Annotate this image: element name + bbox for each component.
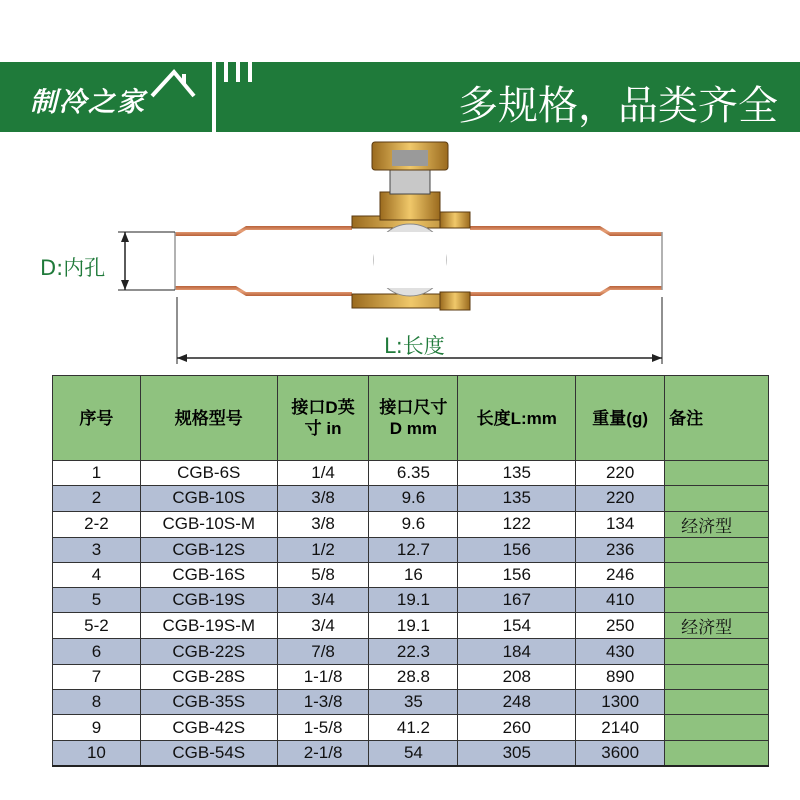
cell-col-size-mm: 9.6 bbox=[369, 486, 458, 511]
cell-col-note bbox=[665, 740, 769, 766]
cell-col-size-mm: 6.35 bbox=[369, 461, 458, 486]
cell-col-weight: 1300 bbox=[576, 690, 665, 715]
cell-col-size-in: 3/4 bbox=[277, 588, 369, 613]
header-col-size-in: 接口D英 寸 in bbox=[277, 376, 369, 461]
cell-col-model: CGB-10S-M bbox=[140, 511, 277, 537]
table-row bbox=[53, 562, 769, 587]
cell-col-size-mm: 19.1 bbox=[369, 588, 458, 613]
cell-col-index: 2 bbox=[53, 486, 141, 511]
logo-text: 制冷之家 bbox=[30, 87, 146, 118]
cell-col-length: 135 bbox=[458, 461, 576, 486]
cell-col-note bbox=[665, 562, 769, 587]
table-row bbox=[53, 740, 769, 766]
cell-col-index: 10 bbox=[53, 740, 141, 766]
cell-col-model: CGB-12S bbox=[140, 537, 277, 562]
cell-col-model: CGB-42S bbox=[140, 715, 277, 740]
table-row bbox=[53, 639, 769, 664]
cell-col-weight: 236 bbox=[576, 537, 665, 562]
cell-col-size-mm: 35 bbox=[369, 690, 458, 715]
cell-col-weight: 430 bbox=[576, 639, 665, 664]
header-col-weight: 重量(g) bbox=[576, 376, 665, 461]
cell-col-size-in: 2-1/8 bbox=[277, 740, 369, 766]
cell-col-model: CGB-35S bbox=[140, 690, 277, 715]
cell-col-size-in: 3/8 bbox=[277, 486, 369, 511]
cell-col-note bbox=[665, 461, 769, 486]
header-col-model: 规格型号 bbox=[140, 376, 277, 461]
cell-col-index: 3 bbox=[53, 537, 141, 562]
table-row bbox=[53, 461, 769, 486]
cell-col-note bbox=[665, 664, 769, 689]
cell-col-length: 305 bbox=[458, 740, 576, 766]
cell-col-note: 经济型 bbox=[665, 613, 769, 639]
cell-col-size-mm: 22.3 bbox=[369, 639, 458, 664]
cell-col-note bbox=[665, 486, 769, 511]
cell-col-size-mm: 28.8 bbox=[369, 664, 458, 689]
cell-col-weight: 2140 bbox=[576, 715, 665, 740]
table-body bbox=[53, 461, 769, 766]
header-col-note: 备注 bbox=[665, 376, 769, 461]
cell-col-index: 7 bbox=[53, 664, 141, 689]
ball-valve-diagram bbox=[0, 132, 800, 372]
cell-col-length: 260 bbox=[458, 715, 576, 740]
cell-col-weight: 220 bbox=[576, 461, 665, 486]
table-row bbox=[53, 511, 769, 537]
cell-col-note bbox=[665, 588, 769, 613]
cell-col-index: 8 bbox=[53, 690, 141, 715]
cell-col-model: CGB-19S-M bbox=[140, 613, 277, 639]
cell-col-size-mm: 41.2 bbox=[369, 715, 458, 740]
decorative-bars bbox=[212, 62, 252, 132]
cell-col-note bbox=[665, 537, 769, 562]
cell-col-weight: 134 bbox=[576, 511, 665, 537]
slogan: 多规格，品类齐全 bbox=[458, 83, 778, 129]
cell-col-index: 9 bbox=[53, 715, 141, 740]
cell-col-length: 122 bbox=[458, 511, 576, 537]
cell-col-length: 135 bbox=[458, 486, 576, 511]
cell-col-model: CGB-10S bbox=[140, 486, 277, 511]
cell-col-size-in: 1-3/8 bbox=[277, 690, 369, 715]
cell-col-model: CGB-19S bbox=[140, 588, 277, 613]
cell-col-weight: 3600 bbox=[576, 740, 665, 766]
cell-col-index: 4 bbox=[53, 562, 141, 587]
cell-col-note bbox=[665, 715, 769, 740]
table-header-row bbox=[53, 376, 769, 461]
cell-col-length: 248 bbox=[458, 690, 576, 715]
cell-col-size-mm: 19.1 bbox=[369, 613, 458, 639]
cell-col-size-mm: 9.6 bbox=[369, 511, 458, 537]
table-row bbox=[53, 486, 769, 511]
cell-col-note bbox=[665, 639, 769, 664]
header-col-length: 长度L:mm bbox=[458, 376, 576, 461]
table-row bbox=[53, 613, 769, 639]
cell-col-length: 184 bbox=[458, 639, 576, 664]
cell-col-size-in: 1/4 bbox=[277, 461, 369, 486]
cell-col-length: 156 bbox=[458, 562, 576, 587]
brand-logo bbox=[30, 80, 146, 119]
cell-col-length: 154 bbox=[458, 613, 576, 639]
cell-col-length: 208 bbox=[458, 664, 576, 689]
spec-table bbox=[52, 375, 769, 767]
table-row bbox=[53, 715, 769, 740]
length-label: L:长度 bbox=[384, 334, 445, 358]
cell-col-size-mm: 12.7 bbox=[369, 537, 458, 562]
cell-col-size-in: 1/2 bbox=[277, 537, 369, 562]
header-col-index: 序号 bbox=[53, 376, 141, 461]
cell-col-length: 167 bbox=[458, 588, 576, 613]
inner-diameter-label: D:内孔 bbox=[40, 256, 106, 280]
cell-col-size-in: 3/4 bbox=[277, 613, 369, 639]
cell-col-size-in: 7/8 bbox=[277, 639, 369, 664]
cell-col-model: CGB-54S bbox=[140, 740, 277, 766]
cell-col-weight: 890 bbox=[576, 664, 665, 689]
header-col-size-mm: 接口尺寸 D mm bbox=[369, 376, 458, 461]
cell-col-index: 5-2 bbox=[53, 613, 141, 639]
cell-col-size-in: 1-5/8 bbox=[277, 715, 369, 740]
cell-col-size-in: 1-1/8 bbox=[277, 664, 369, 689]
cell-col-weight: 246 bbox=[576, 562, 665, 587]
cell-col-index: 2-2 bbox=[53, 511, 141, 537]
cell-col-weight: 250 bbox=[576, 613, 665, 639]
cell-col-size-mm: 54 bbox=[369, 740, 458, 766]
cell-col-index: 5 bbox=[53, 588, 141, 613]
table-row bbox=[53, 690, 769, 715]
cell-col-model: CGB-6S bbox=[140, 461, 277, 486]
cell-col-weight: 220 bbox=[576, 486, 665, 511]
cell-col-index: 6 bbox=[53, 639, 141, 664]
table-row bbox=[53, 664, 769, 689]
cell-col-model: CGB-28S bbox=[140, 664, 277, 689]
header-banner bbox=[0, 62, 800, 132]
cell-col-model: CGB-22S bbox=[140, 639, 277, 664]
cell-col-size-in: 3/8 bbox=[277, 511, 369, 537]
cell-col-index: 1 bbox=[53, 461, 141, 486]
house-roof-icon bbox=[150, 66, 196, 106]
cell-col-model: CGB-16S bbox=[140, 562, 277, 587]
table-row bbox=[53, 537, 769, 562]
cell-col-length: 156 bbox=[458, 537, 576, 562]
cell-col-note bbox=[665, 690, 769, 715]
cell-col-note: 经济型 bbox=[665, 511, 769, 537]
cell-col-size-mm: 16 bbox=[369, 562, 458, 587]
cell-col-size-in: 5/8 bbox=[277, 562, 369, 587]
cell-col-weight: 410 bbox=[576, 588, 665, 613]
table-row bbox=[53, 588, 769, 613]
